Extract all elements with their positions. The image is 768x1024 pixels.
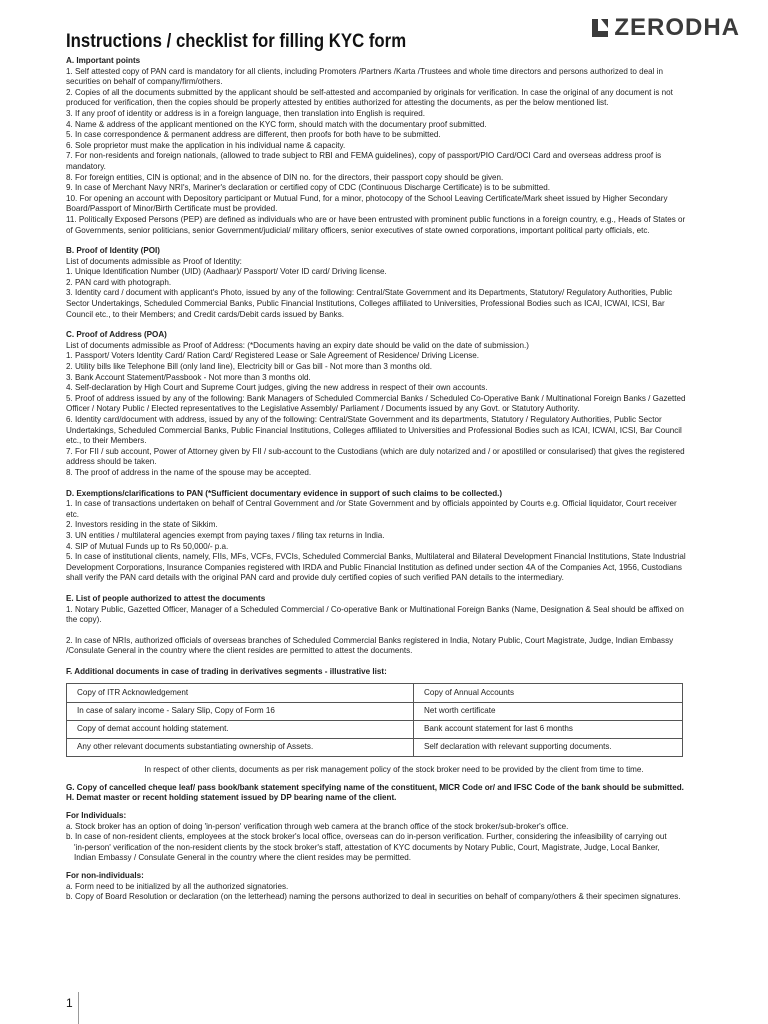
section-c-item: 5. Proof of address issued by any of the following: Bank Managers of Scheduled Commercial Banks / Scheduled Co-Operative Bank / Multinational Foreign Banks / Gazetted Officer / Notary Public / Elected representatives to the Legislative Assembly/ Parliament / Documents issued by any Govt. or Statutory Authority. bbox=[66, 393, 686, 414]
section-a-item: 3. If any proof of identity or address is in a foreign language, then translation into English is required. bbox=[66, 108, 426, 118]
risk-policy-note: In respect of other clients, documents as per risk management policy of the stock broker need to be provided by the client from time to time. bbox=[144, 765, 644, 775]
non-individuals-item: b. Copy of Board Resolution or declaration (on the letterhead) naming the persons authorized to deal in securities on behalf of company/others & their specimen signatures. bbox=[66, 892, 681, 902]
section-c-heading: C. Proof of Address (POA) bbox=[66, 330, 167, 340]
individuals-heading: For Individuals: bbox=[66, 811, 127, 820]
table-cell: Bank account statement for last 6 months bbox=[414, 720, 683, 738]
section-a-item: 11. Politically Exposed Persons (PEP) are defined as individuals who are or have been entrusted with prominent public functions in a foreign country, e.g., Heads of States or of Governments, senior politicians, senior Government/judicial/ military officers, senior executives of state owned corporations, important political party officials, etc. bbox=[66, 214, 686, 235]
section-c-item: 6. Identity card/document with address, issued by any of the following: Central/State Government and its departments, Statutory / Regulatory Authorities, Public Sector Undertakings, Scheduled Commercial Banks, Public Financial Institutions, Colleges affiliated to Universities and Professional Bodies such as ICAI, ICWAI, ICSI, Bar Council etc., to their Members. bbox=[66, 415, 682, 446]
section-a-item: 6. Sole proprietor must make the application in his individual name & capacity. bbox=[66, 140, 346, 150]
table-cell: Any other relevant documents substantiating ownership of Assets. bbox=[67, 739, 414, 757]
section-f-heading: F. Additional documents in case of trading in derivatives segments - illustrative list: bbox=[66, 666, 387, 676]
individuals-item: b. In case of non-resident clients, employees at the stock broker's local office, overseas can do in-person verification. Further, considering the infeasibility of carrying out bbox=[66, 832, 667, 842]
content-body bbox=[66, 56, 686, 903]
table-row bbox=[67, 720, 683, 738]
section-c-item: List of documents admissible as Proof of Address: (*Documents having an expiry date should be valid on the date of submission.) bbox=[66, 340, 529, 350]
logo-text: ZERODHA bbox=[614, 14, 740, 41]
table-cell: Self declaration with relevant supporting documents. bbox=[414, 739, 683, 757]
section-g-line: G. Copy of cancelled cheque leaf/ pass book/bank statement specifying name of the constituent, MICR Code or/ and IFSC Code of the bank should be submitted. bbox=[66, 782, 684, 792]
section-d-item: 1. In case of transactions undertaken on behalf of Central Government and /or State Government and by officials appointed by Courts e.g. Official liquidator, Court receiver etc. bbox=[66, 499, 677, 519]
section-c-item: 7. For FII / sub account, Power of Attorney given by FII / sub-account to the Custodians (which are duly notarized and / or apostilled or consularised) that gives the registered address should be taken. bbox=[66, 446, 685, 467]
table-row bbox=[67, 702, 683, 720]
derivatives-documents-table bbox=[66, 683, 683, 757]
section-a-item: 8. For foreign entities, CIN is optional; and in the absence of DIN no. for the directors, their passport copy should be given. bbox=[66, 172, 504, 182]
table-cell: Copy of demat account holding statement. bbox=[67, 720, 414, 738]
section-a-item: 7. For non-residents and foreign nationals, (allowed to trade subject to RBI and FEMA guidelines), copy of passport/PIO Card/OCI Card and overseas address proof is mandatory. bbox=[66, 151, 662, 171]
section-e-item: 1. Notary Public, Gazetted Officer, Manager of a Scheduled Commercial / Co-operative Bank or Multinational Foreign Banks (Name, Designation & Seal should be affixed on the copy). bbox=[66, 604, 684, 625]
table-row bbox=[67, 739, 683, 757]
individuals-item: a. Stock broker has an option of doing 'in-person' verification through web camera at the branch office of the stock broker/sub-broker's office. bbox=[66, 821, 569, 831]
section-h-line: H. Demat master or recent holding statement issued by DP bearing name of the client. bbox=[66, 793, 397, 803]
section-c-item: 2. Utility bills like Telephone Bill (only land line), Electricity bill or Gas bill - Not more than 3 months old. bbox=[66, 362, 433, 372]
zerodha-logo bbox=[592, 14, 740, 42]
table-cell: Copy of ITR Acknowledgement bbox=[67, 684, 414, 702]
non-individuals-item: a. Form need to be initialized by all the authorized signatories. bbox=[66, 881, 289, 891]
section-e-item: 2. In case of NRIs, authorized officials of overseas branches of Scheduled Commercial Banks registered in India, Notary Public, Court Magistrate, Judge, Indian Embassy /Consulate General in the country where the client resides are permitted to attest the documents. bbox=[66, 635, 674, 656]
section-d-item: 2. Investors residing in the state of Sikkim. bbox=[66, 520, 218, 530]
zerodha-logo-icon bbox=[592, 19, 608, 37]
section-c-item: 1. Passport/ Voters Identity Card/ Ration Card/ Registered Lease or Sale Agreement of Residence/ Driving License. bbox=[66, 351, 479, 361]
section-b-item: 3. Identity card / document with applicant's Photo, issued by any of the following: Central/State Government and its Departments, Statutory/ Regulatory Authorities, Public Sector Undertakings, Scheduled Commercial Banks, Public Financial Institutions, Colleges affiliated to Universities, Professional Bodies such as ICAI, ICWAI, ICSI, Bar Council etc., to their Members; and Credit cards/Debit cards issued by Banks. bbox=[66, 288, 673, 319]
section-a-item: 4. Name & address of the applicant mentioned on the KYC form, should match with the documentary proof submitted. bbox=[66, 119, 487, 129]
individuals-item: 'in-person' verification of the non-resident clients by the stock broker's staff, attestation of KYC documents by Notary Public, Court, Magistrate, Judge, Local Banker, bbox=[74, 842, 660, 852]
individuals-item: Indian Embassy / Consulate General in the country where the client resides may be permitted. bbox=[74, 853, 411, 863]
section-d-item: 4. SIP of Mutual Funds up to Rs 50,000/- p.a. bbox=[66, 541, 229, 551]
section-b-item: 2. PAN card with photograph. bbox=[66, 277, 172, 287]
section-c-item: 8. The proof of address in the name of the spouse may be accepted. bbox=[66, 467, 312, 477]
section-a-item: 9. In case of Merchant Navy NRI's, Mariner's declaration or certified copy of CDC (Continuous Discharge Certificate) is to be submitted. bbox=[66, 183, 550, 193]
table-cell: Net worth certificate bbox=[414, 702, 683, 720]
section-a-item: 1. Self attested copy of PAN card is mandatory for all clients, including Promoters /Partners /Karta /Trustees and whole time directors and persons authorized to deal in securities on behalf of company/firm/others. bbox=[66, 66, 663, 87]
page-number: 1 bbox=[66, 996, 73, 1010]
section-a-heading: A. Important points bbox=[66, 56, 141, 65]
section-d-heading: D. Exemptions/clarifications to PAN (*Sufficient documentary evidence in support of such claims to be collected.) bbox=[66, 488, 503, 498]
table-cell: In case of salary income - Salary Slip, Copy of Form 16 bbox=[67, 702, 414, 720]
section-b-item: List of documents admissible as Proof of Identity: bbox=[66, 256, 242, 266]
section-c-item: 4. Self-declaration by High Court and Supreme Court judges, giving the new address in respect of their own accounts. bbox=[66, 383, 488, 393]
table-cell: Copy of Annual Accounts bbox=[414, 684, 683, 702]
section-c-item: 3. Bank Account Statement/Passbook - Not more than 3 months old. bbox=[66, 372, 311, 382]
page-title: Instructions / checklist for filling KYC form bbox=[66, 30, 407, 52]
section-b-heading: B. Proof of Identity (POI) bbox=[66, 246, 160, 256]
section-d-item: 5. In case of institutional clients, namely, FIIs, MFs, VCFs, FVCIs, Scheduled Commercial Banks, Multilateral and Bilateral Development Financial Institutions, State Industrial Development Corporations, Insurance Companies registered with IRDA and Public Financial Institution as defined under section 4A of the Companies Act, 1956, Custodians shall verify the PAN card details with the original PAN card and provide duly certified copies of such verified PAN details to the intermediary. bbox=[66, 552, 686, 583]
non-individuals-heading: For non-individuals: bbox=[66, 870, 144, 880]
section-a-item: 10. For opening an account with Depository participant or Mutual Fund, for a minor, photocopy of the School Leaving Certificate/Mark sheet issued by Higher Secondary Board/Passport of Minor/Birth Certificate must be provided. bbox=[66, 193, 668, 214]
section-a-item: 5. In case correspondence & permanent address are different, then proofs for both have to be submitted. bbox=[66, 130, 441, 140]
section-a-item: 2. Copies of all the documents submitted by the applicant should be self-attested and accompanied by originals for verification. In case the original of any document is not produced for verification, then the copies should be properly attested by entities authorized for attesting the documents, as per the below mentioned list. bbox=[66, 87, 673, 108]
section-e-heading: E. List of people authorized to attest the documents bbox=[66, 593, 266, 603]
page-number-divider bbox=[78, 992, 79, 1024]
section-d-item: 3. UN entities / multilateral agencies exempt from paying taxes / filing tax returns in India. bbox=[66, 530, 385, 540]
table-row bbox=[67, 684, 683, 702]
section-b-item: 1. Unique Identification Number (UID) (Aadhaar)/ Passport/ Voter ID card/ Driving license. bbox=[66, 267, 387, 277]
